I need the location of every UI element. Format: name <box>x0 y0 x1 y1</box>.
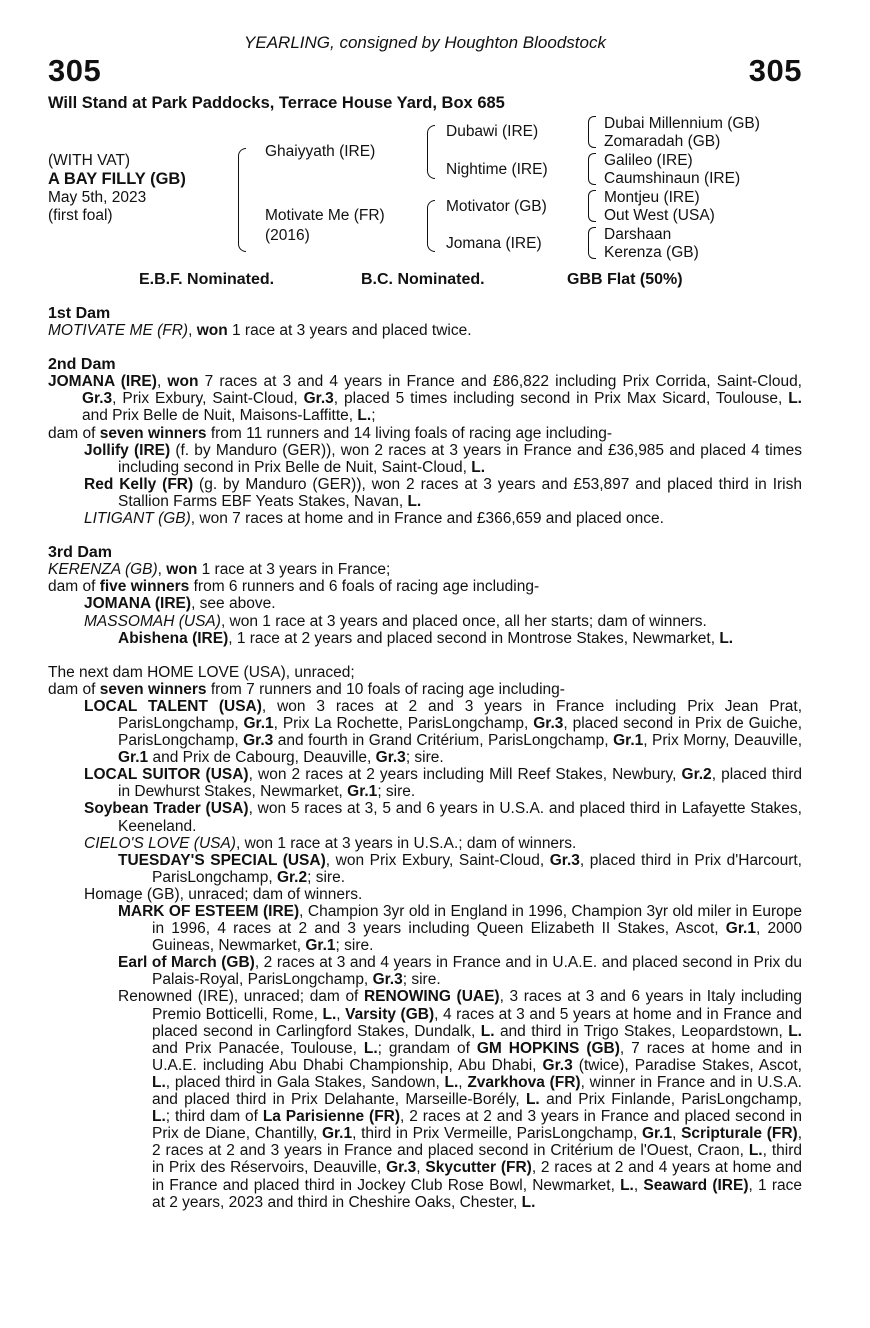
next-dam-intro: The next dam HOME LOVE (USA), unraced; <box>48 663 355 681</box>
second-dam-produce: dam of seven winners from 11 runners and 14 living foals of racing age including- <box>48 424 613 442</box>
produce-jollify: Jollify (IRE) (f. by Manduro (GER)), won 2 races at 3 years in France and £36,985 and placed 4 times including second in Prix Belle de Nuit, Saint-Cloud, L. <box>84 441 802 476</box>
pedigree-sire-dam: Nightime (IRE) <box>446 161 548 178</box>
stand-location: Will Stand at Park Paddocks, Terrace House Yard, Box 685 <box>48 94 505 112</box>
produce-homage: Homage (GB), unraced; dam of winners. <box>84 885 363 903</box>
pedigree-dam-sire: Motivator (GB) <box>446 198 547 215</box>
pedigree-brace-sire <box>427 125 435 179</box>
gbb-nomination: GBB Flat (50%) <box>567 271 683 288</box>
produce-massomah: MASSOMAH (USA), won 1 race at 3 years and placed once, all her starts; dam of winners. <box>84 612 707 630</box>
produce-abishena: Abishena (IRE), 1 race at 2 years and placed second in Montrose Stakes, Newmarket, L. <box>118 629 734 647</box>
vat-note: (WITH VAT) <box>48 152 131 169</box>
pedigree-sss: Dubai Millennium (GB) <box>604 115 760 132</box>
first-dam-text: MOTIVATE ME (FR), won 1 race at 3 years and placed twice. <box>48 322 472 340</box>
pedigree-sdd: Caumshinaun (IRE) <box>604 170 741 187</box>
pedigree-dam-year: (2016) <box>265 227 310 244</box>
pedigree-brace-dd <box>588 227 596 259</box>
horse-note: (first foal) <box>48 207 113 224</box>
pedigree-sire: Ghaiyyath (IRE) <box>265 143 376 160</box>
pedigree-ddd: Kerenza (GB) <box>604 244 699 261</box>
pedigree-dam: Motivate Me (FR) <box>265 207 385 224</box>
lot-number-left: 305 <box>48 53 102 88</box>
third-dam-kerenza: KERENZA (GB), won 1 race at 3 years in France; <box>48 561 391 579</box>
pedigree-dss: Montjeu (IRE) <box>604 189 700 206</box>
third-dam-heading: 3rd Dam <box>48 544 113 562</box>
pedigree-ssd: Zomaradah (GB) <box>604 133 721 150</box>
produce-renowned: Renowned (IRE), unraced; dam of RENOWING (UAE), 3 races at 3 and 6 years in Italy including Premio Botticelli, Rome, L., Varsity (GB), 4 races at 3 and 5 years at home and in France and placed second in Carlingford Stakes, Dundalk, L. and third in Trigo Stakes, Leopardstown, L. and Prix Panacée, Toulouse, L.; grandam of GM HOPKINS (GB), 7 races at home and in U.A.E. including Abu Dhabi Championship, Abu Dhabi, Gr.3 (twice), Paradise Stakes, Ascot, L., placed third in Gala Stakes, Sandown, L., Zvarkhova (FR), winner in France and in U.S.A. and placed third in Prix Delahante, Marseille-Borély, L. and Prix Finlande, ParisLongchamp, L.; third dam of La Parisienne (FR), 2 races at 2 and 3 years in France and placed second in Prix de Diane, Chantilly, Gr.1, third in Prix Vermeille, ParisLongchamp, Gr.1, Scripturale (FR), 2 races at 2 and 3 years in France and placed second in Critérium de l'Ouest, Craon, L., third in Prix des Réservoirs, Deauville, Gr.3, Skycutter (FR), 2 races at 2 and 4 years at home and in France and placed third in Jockey Club Rose Bowl, Newmarket, L., Seaward (IRE), 1 race at 2 years, 2023 and third in Cheshire Oaks, Chester, L. <box>118 988 803 1211</box>
bc-nomination: B.C. Nominated. <box>361 271 485 288</box>
horse-name: A BAY FILLY (GB) <box>48 170 186 188</box>
consignment-line: YEARLING, consigned by Houghton Bloodstock <box>244 33 606 52</box>
produce-cielos-love: CIELO'S LOVE (USA), won 1 race at 3 years in U.S.A.; dam of winners. <box>84 834 577 852</box>
dam-line-section <box>48 305 802 1211</box>
second-dam-jomana: JOMANA (IRE), won 7 races at 3 and 4 years in France and £86,822 including Prix Corrida, Saint-Cloud, Gr.3, Prix Exbury, Saint-Cloud, Gr.3, placed 5 times including second in Prix Max Sicard, Toulouse, L. and Prix Belle de Nuit, Maisons-Laffitte, L.; <box>48 373 802 425</box>
lot-number-right: 305 <box>748 53 802 88</box>
produce-tuesdays-special: TUESDAY'S SPECIAL (USA), won Prix Exbury, Saint-Cloud, Gr.3, placed third in Prix d'Harcourt, ParisLongchamp, Gr.2; sire. <box>118 851 802 886</box>
pedigree-brace-main <box>238 148 246 252</box>
produce-mark-of-esteem: MARK OF ESTEEM (IRE), Champion 3yr old in England in 1996, Champion 3yr old miler in Europe in 1996, 4 races at 2 and 3 years including Queen Elizabeth II Stakes, Ascot, Gr.1, 2000 Guineas, Newmarket, Gr.1; sire. <box>118 903 802 955</box>
first-dam-heading: 1st Dam <box>48 305 111 322</box>
produce-local-talent: LOCAL TALENT (USA), won 3 races at 2 and 3 years in France including Prix Jean Prat, ParisLongchamp, Gr.1, Prix La Rochette, ParisLongchamp, Gr.3, placed second in Prix de Guiche, ParisLongchamp, Gr.3 and fourth in Grand Critérium, ParisLongchamp, Gr.1, Prix Morny, Deauville, Gr.1 and Prix de Cabourg, Deauville, Gr.3; sire. <box>84 697 802 767</box>
pedigree-dsd: Out West (USA) <box>604 207 715 224</box>
produce-soybean-trader: Soybean Trader (USA), won 5 races at 3, 5 and 6 years in U.S.A. and placed third in Lafayette Stakes, Keeneland. <box>84 800 802 835</box>
produce-jomana: JOMANA (IRE), see above. <box>84 595 276 613</box>
ebf-nomination: E.B.F. Nominated. <box>139 271 275 288</box>
pedigree-dam-dam: Jomana (IRE) <box>446 235 542 252</box>
pedigree-brace-ss <box>588 116 596 148</box>
horse-dob: May 5th, 2023 <box>48 189 147 206</box>
produce-red-kelly: Red Kelly (FR) (g. by Manduro (GER)), won 2 races at 3 years and £53,897 and placed third in Irish Stallion Farms EBF Yeats Stakes, Navan, L. <box>84 475 802 510</box>
next-dam-produce: dam of seven winners from 7 runners and 10 foals of racing age including- <box>48 680 565 698</box>
pedigree-brace-dam <box>427 200 435 252</box>
third-dam-produce: dam of five winners from 6 runners and 6 foals of racing age including- <box>48 578 540 596</box>
produce-earl-of-march: Earl of March (GB), 2 races at 3 and 4 years in France and in U.A.E. and placed second in Prix du Palais-Royal, ParisLongchamp, Gr.3; sire. <box>118 954 803 989</box>
pedigree-sds: Galileo (IRE) <box>604 152 693 169</box>
pedigree-sire-sire: Dubawi (IRE) <box>446 123 539 140</box>
pedigree-dds: Darshaan <box>604 226 672 243</box>
pedigree-brace-sd <box>588 153 596 185</box>
produce-local-suitor: LOCAL SUITOR (USA), won 2 races at 2 years including Mill Reef Stakes, Newbury, Gr.2, placed third in Dewhurst Stakes, Newmarket, Gr.1; sire. <box>84 766 802 801</box>
produce-litigant: LITIGANT (GB), won 7 races at home and in France and £366,659 and placed once. <box>84 510 664 528</box>
second-dam-heading: 2nd Dam <box>48 356 116 374</box>
pedigree-brace-ds <box>588 190 596 222</box>
